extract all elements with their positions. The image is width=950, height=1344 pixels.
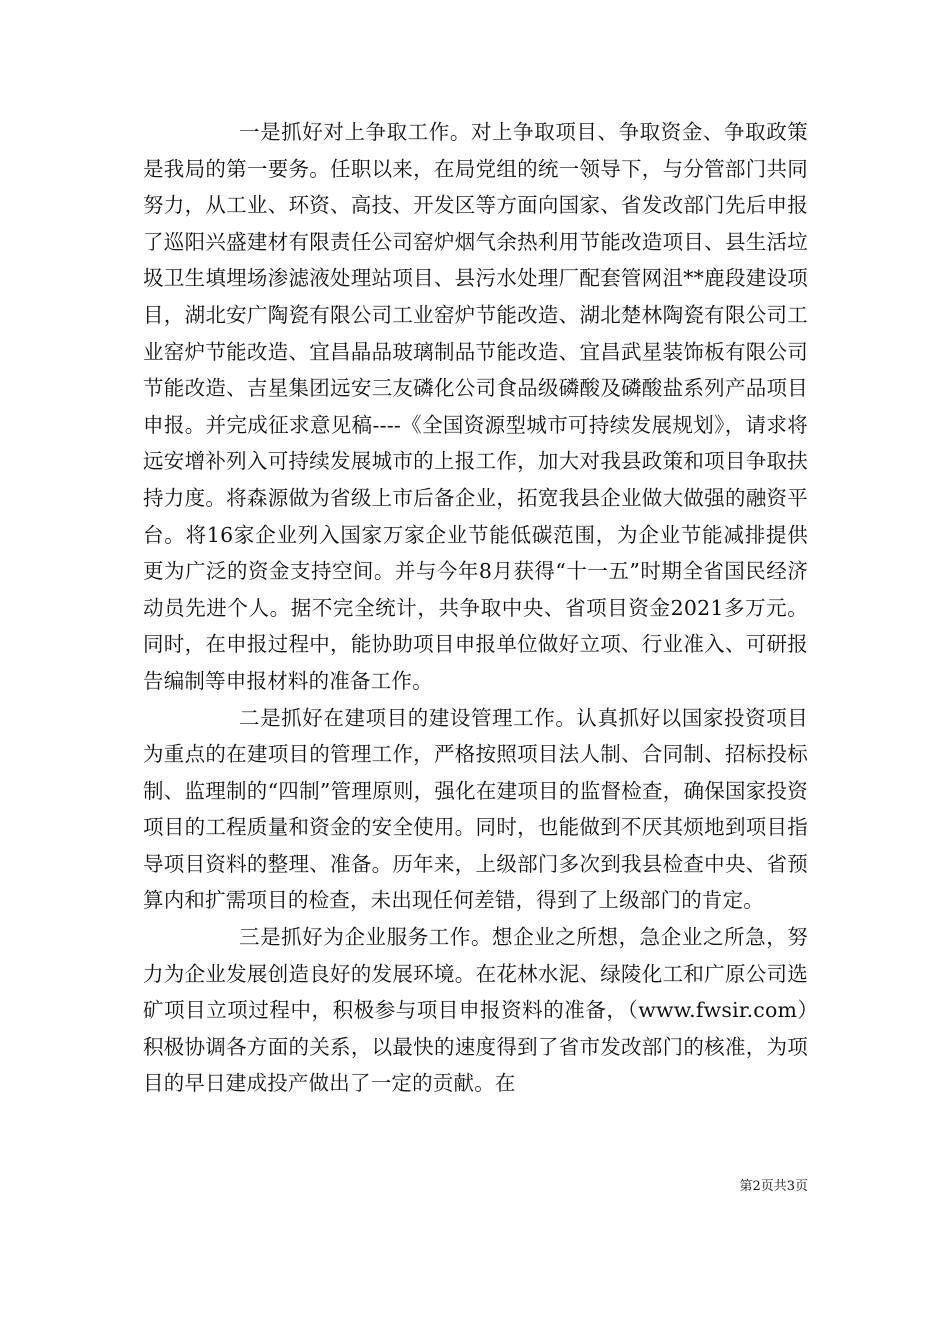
document-body	[143, 114, 808, 1102]
paragraph-1: 一是抓好对上争取工作。对上争取项目、争取资金、争取政策是我局的第一要务。任职以来，在局党组的统一领导下，与分管部门共同努力，从工业、环资、高技、开发区等方面向国家、省发改部门先后申报了巡阳兴盛建材有限责任公司窑炉烟气余热利用节能改造项目、县生活垃圾卫生填埋场渗滤液处理站项目、县污水处理厂配套管网沮**鹿段建设项目，湖北安广陶瓷有限公司工业窑炉节能改造、湖北楚林陶瓷有限公司工业窑炉节能改造、宜昌晶品玻璃制品节能改造、宜昌武星装饰板有限公司节能改造、吉星集团远安三友磷化公司食品级磷酸及磷酸盐系列产品项目申报。并完成征求意见稿----《全国资源型城市可持续发展规划》，请求将远安增补列入可持续发展城市的上报工作，加大对我县政策和项目争取扶持力度。将森源做为省级上市后备企业，拓宽我县企业做大做强的融资平台。将16家企业列入国家万家企业节能低碳范围，为企业节能减排提供更为广泛的资金支持空间。并与今年8月获得“十一五”时期全省国民经济动员先进个人。据不完全统计，共争取中央、省项目资金2021多万元。同时，在申报过程中，能协助项目申报单位做好立项、行业准入、可研报告编制等申报材料的准备工作。	[143, 120, 808, 693]
paragraph-3: 三是抓好为企业服务工作。想企业之所想，急企业之所急，努力为企业发展创造良好的发展环境。在花林水泥、绿陵化工和广原公司选矿项目立项过程中，积极参与项目申报资料的准备，（www.fwsir.com）积极协调各方面的关系，以最快的速度得到了省市发改部门的核准，为项目的早日建成投产做出了一定的贡献。在	[143, 925, 808, 1096]
page-number-footer: 第2页共3页	[739, 1179, 808, 1194]
paragraph-2: 二是抓好在建项目的建设管理工作。认真抓好以国家投资项目为重点的在建项目的管理工作，严格按照项目法人制、合同制、招标投标制、监理制的“四制”管理原则，强化在建项目的监督检查，确保国家投资项目的工程质量和资金的安全使用。同时，也能做到不厌其烦地到项目指导项目资料的整理、准备。历年来，上级部门多次到我县检查中央、省预算内和扩需项目的检查，未出现任何差错，得到了上级部门的肯定。	[143, 705, 808, 913]
